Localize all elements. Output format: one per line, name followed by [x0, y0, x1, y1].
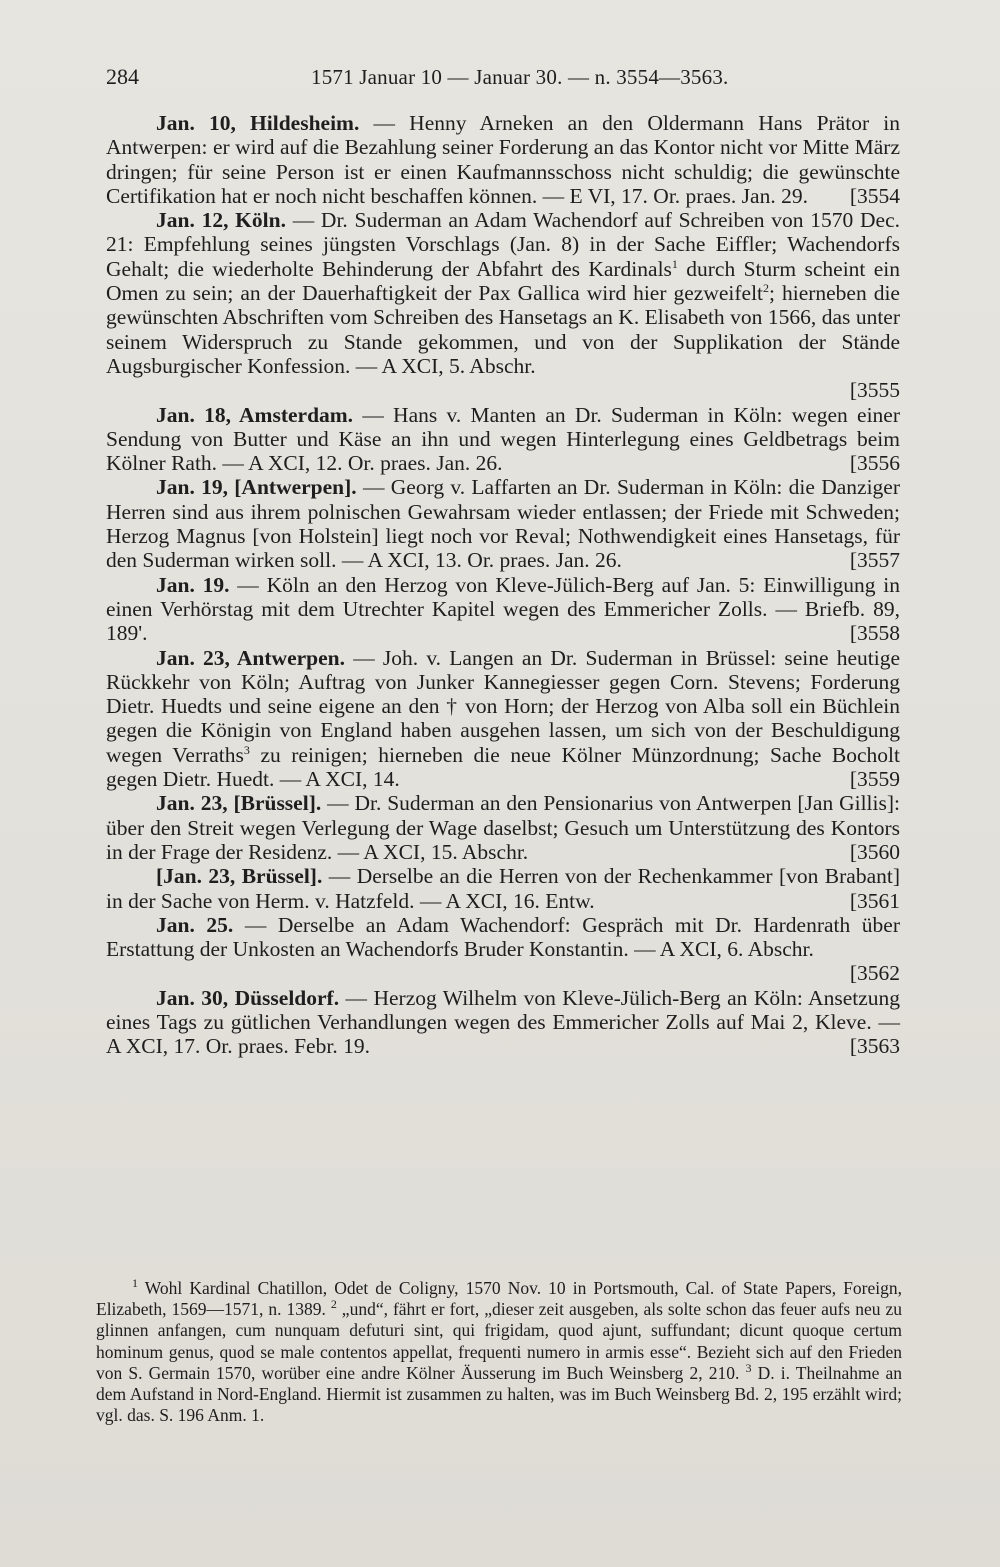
entry-3563	[106, 986, 900, 1059]
entry-text: — Joh. v. Langen an Dr. Suderman in Brüssel: seine heutige Rückkehr von Köln; Auftrag von Junker Kannegiesser gegen Corn. Stevens; Forderung Dietr. Huedts und seine eigene an den † von Horn; der Herzog von Alba soll ein Büchlein gegen die Königin von England haben ausgehen lassen, um sich von der Beschuldigung wegen Verraths	[106, 645, 901, 767]
entry-text: — Herzog Wilhelm von Kleve-Jülich-Berg an Köln: Ansetzung eines Tags zu gütlichen Verhandlungen wegen des Emmericher Zolls auf Mai 2, Kleve. — A XCI, 17. Or. praes. Febr. 19.	[106, 985, 900, 1059]
entry-number: [3554	[849, 183, 900, 208]
footnotes	[96, 1278, 902, 1426]
entry-date: Jan. 19, [Antwerpen].	[156, 475, 357, 500]
entry-text: — Derselbe an Adam Wachendorf: Gespräch mit Dr. Hardenrath über Erstattung der Unkosten an Wachendorfs Bruder Konstantin. — A XCI, 6. Abschr.	[106, 912, 900, 962]
footnote-ref: 2	[763, 280, 770, 295]
entry-date: Jan. 12, Köln.	[156, 208, 286, 233]
entry-3562	[106, 913, 900, 986]
running-title: 1571 Januar 10 — Januar 30. — n. 3554—3563.	[311, 65, 729, 89]
entry-text: — Dr. Suderman an den Pensionarius von Antwerpen [Jan Gillis]: über den Streit wegen Verlegung der Wage daselbst; Gesuch um Unterstützung des Kontors in der Frage der Residenz. — A XCI, 15. Abschr.	[106, 791, 900, 864]
entry-3556	[106, 403, 900, 476]
entry-date: Jan. 23, Antwerpen.	[156, 645, 345, 670]
entry-3554	[106, 111, 900, 208]
entry-number: [3555	[849, 378, 900, 403]
entry-number: [3562	[849, 961, 900, 986]
entry-3558	[106, 573, 900, 646]
entry-date: Jan. 30, Düsseldorf.	[156, 985, 340, 1010]
entry-number: [3559	[849, 767, 900, 792]
footnote-text: „und“, fährt er fort, „dieser zeit ausgeben, als solte schon das feuer aufs neu zu glinnen anfangen, cum nunquam defuturi sint, qui frigidam, quod ajunt, suffundant; dicunt quoque certum hominum genus, quod se male contentos appellat, frequenti numero in armis esse“. Bezieht sich auf den Frieden von S. Germain 1570, worüber eine andre Kölner Äusserung im Buch Weinsberg 2, 210.	[96, 1299, 902, 1383]
entry-number: [3558	[849, 621, 900, 646]
entry-3555	[106, 208, 900, 402]
entry-number: [3561	[849, 888, 900, 913]
entry-number: [3557	[849, 548, 900, 573]
footnote-ref: 1	[671, 256, 678, 271]
entry-date: Jan. 10, Hildesheim.	[156, 111, 360, 135]
entry-date: Jan. 25.	[156, 912, 234, 937]
footnote-mark: 3	[745, 1360, 752, 1375]
page-number: 284	[106, 64, 139, 89]
entry-number: [3560	[849, 839, 900, 864]
entry-date: Jan. 23, [Brüssel].	[156, 791, 322, 816]
entry-text: — Henny Arneken an den Oldermann Hans Prätor in Antwerpen: er wird auf die Bezahlung seiner Forderung an das Kontor nicht vor Mitte März dringen; für seine Person ist er einen Kaufmannsschoss nicht schuldig; die gewünschte Certifikation hat er noch nicht beschaffen können. — E VI, 17. Or. praes. Jan. 29.	[106, 111, 900, 208]
entry-text: durch Sturm scheint ein Omen zu sein; an der Dauerhaftigkeit der Pax Gallica wird hier gezweifelt	[106, 256, 901, 306]
entry-text: — Hans v. Manten an Dr. Suderman in Köln: wegen einer Sendung von Butter und Käse an ihn und wegen Hinterlegung eines Geldbetrags beim Kölner Rath. — A XCI, 12. Or. praes. Jan. 26.	[106, 402, 901, 476]
regesta-entries	[106, 111, 900, 1059]
entry-date: Jan. 19.	[156, 572, 230, 597]
entry-3560	[106, 791, 900, 864]
footnote-mark: 2	[330, 1297, 337, 1312]
entry-3557	[106, 475, 900, 572]
entry-3559	[106, 646, 900, 792]
entry-text: zu reinigen; hierneben die neue Kölner Münzordnung; Sache Bocholt gegen Dietr. Huedt. — A XCI, 14.	[106, 742, 900, 792]
entry-text: — Georg v. Laffarten an Dr. Suderman in Köln: die Danziger Herren sind aus ihrem polnischen Gewahrsam wieder entlassen; der Friede mit Schweden; Herzog Magnus [von Holstein] liegt noch vor Reval; Nothwendigkeit eines Hansetags, für den Suderman wirken soll. — A XCI, 13. Or. praes. Jan. 26.	[106, 475, 900, 573]
entry-date: [Jan. 23, Brüssel].	[156, 864, 323, 889]
entry-text: — Dr. Suderman an Adam Wachendorf auf Schreiben von 1570 Dec. 21: Empfehlung seines jüngsten Vorschlags (Jan. 8) in der Sache Eiffler; Wachendorfs Gehalt; die wiederholte Behinderung der Abfahrt des Kardinals	[106, 208, 900, 281]
entry-date: Jan. 18, Amsterdam.	[156, 402, 354, 427]
entry-number: [3556	[849, 451, 900, 476]
footnote-text: D. i. Theilnahme an dem Aufstand in Nord-England. Hiermit ist zusammen zu halten, was im Buch Weinsberg Bd. 2, 195 erzählt wird; vgl. das. S. 196 Anm. 1.	[96, 1362, 902, 1426]
entry-text: — Derselbe an die Herren von der Rechenkammer [von Brabant] in der Sache von Herm. v. Hatzfeld. — A XCI, 16. Entw.	[106, 864, 900, 913]
entry-number: [3563	[849, 1034, 900, 1059]
footnote-block	[96, 1278, 902, 1426]
footnote-ref: 3	[243, 742, 250, 757]
footnote-mark: 1	[132, 1276, 138, 1291]
entry-3561	[106, 864, 900, 913]
footnote-text: Wohl Kardinal Chatillon, Odet de Coligny, 1570 Nov. 10 in Portsmouth, Cal. of State Papers, Foreign, Elizabeth, 1569—1571, n. 1389.	[96, 1278, 902, 1320]
entry-text: ; hierneben die gewünschten Abschriften vom Schreiben des Hansetags an K. Elisabeth von 1566, das unter seinem Widerspruch zu Stande gekommen, und von der Supplikation der Stände Augsburgischer Konfession. — A XCI, 5. Abschr.	[106, 281, 900, 378]
entry-text: — Köln an den Herzog von Kleve-Jülich-Berg auf Jan. 5: Einwilligung in einen Verhörstag mit dem Utrechter Kapitel wegen des Emmericher Zolls. — Briefb. 89, 189'.	[106, 572, 900, 646]
